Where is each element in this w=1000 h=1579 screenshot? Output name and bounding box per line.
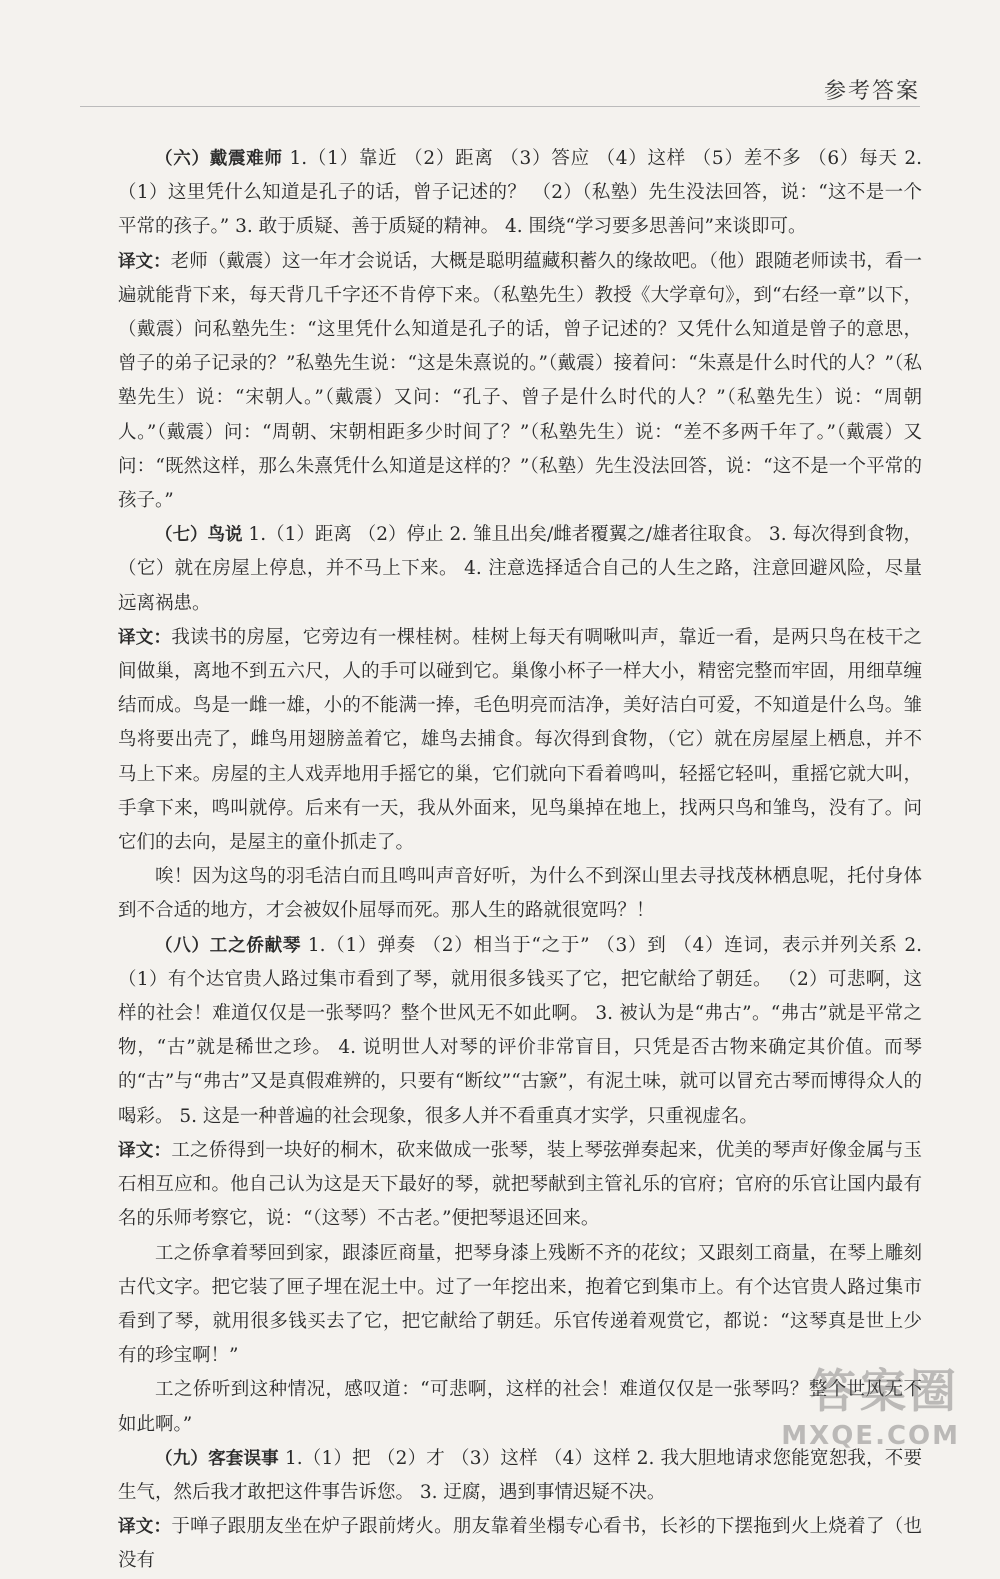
section-6-translation-label: 译文：	[118, 251, 171, 272]
section-8-translation-text: 工之侨得到一块好的桐木，砍来做成一张琴，装上琴弦弹奏起来，优美的琴声好像金属与玉石相互应和。他自己认为这是天下最好的琴，就把琴献到主管礼乐的官府；官府的乐官让国内最有名的乐师考察它，说：“（这琴）不古老。”便把琴退还回来。	[118, 1139, 922, 1230]
section-6-translation	[118, 245, 922, 519]
section-8-label: （八）工之侨献琴	[155, 935, 302, 956]
section-6-answer-text: 1.（1）靠近 （2）距离 （3）答应 （4）这样 （5）差不多 （6）每天 2.（1）这里凭什么知道是孔子的话，曾子记述的？ （2）（私塾）先生没法回答，说：“这不是一个平常的孩子。” 3. 敢于质疑、善于质疑的精神。 4. 围绕“学习要多思善问”来谈即可。	[118, 148, 922, 238]
section-9-translation	[118, 1510, 922, 1578]
section-8-answer-text: 1.（1）弹奏 （2）相当于“之于” （3）到 （4）连词，表示并列关系 2.（1）有个达官贵人路过集市看到了琴，就用很多钱买了它，把它献给了朝廷。 （2）可悲啊，这样的社会！难道仅仅是一张琴吗？整个世风无不如此啊。 3. 被认为是“弗古”。“弗古”就是平常之物，“古”就是稀世之珍。 4. 说明世人对琴的评价非常盲目，只凭是否古物来确定其价值。而琴的“古”与“弗古”又是真假难辨的，只要有“断纹”“古窾”，有泥土味，就可以冒充古琴而博得众人的喝彩。 5. 这是一种普遍的社会现象，很多人并不看重真才实学，只重视虚名。	[118, 934, 923, 1127]
section-9-label: （九）客套误事	[155, 1448, 279, 1469]
section-7-label: （七）鸟说	[155, 525, 243, 546]
section-8-answers	[118, 929, 922, 1134]
section-6-translation-text: 老师（戴震）这一年才会说话，大概是聪明蕴藏积蓄久的缘故吧。（他）跟随老师读书，看一遍就能背下来，每天背几千字还不肯停下来。（私塾先生）教授《大学章句》，到“右经一章”以下，（戴震）问私塾先生：“这里凭什么知道是孔子的话，曾子记述的？又凭什么知道是曾子的意思，曾子的弟子记录的？”私塾先生说：“这是朱熹说的。”（戴震）接着问：“朱熹是什么时代的人？”（私塾先生）说：“宋朝人。”（戴震）又问：“孔子、曾子是什么时代的人？”（私塾先生）说：“周朝人。”（戴震）问：“周朝、宋朝相距多少时间了？”（私塾先生）说：“差不多两千年了。”（戴震）又问：“既然这样，那么朱熹凭什么知道是这样的？”（私塾）先生没法回答，说：“这不是一个平常的孩子。”	[118, 250, 922, 512]
section-7-translation-para-2: 唉！因为这鸟的羽毛洁白而且鸣叫声音好听，为什么不到深山里去寻找茂林栖息呢，托付身体到不合适的地方，才会被奴仆屈辱而死。那人生的路就很宽吗？！	[118, 866, 922, 922]
section-9-translation-label: 译文：	[118, 1517, 172, 1538]
section-7-answers	[118, 518, 922, 621]
page-header: 参考答案	[823, 79, 920, 104]
section-8-translation-label: 译文：	[118, 1140, 172, 1161]
section-8-translation	[118, 1134, 922, 1237]
watermark-line-2: MXQE.COM	[781, 1421, 960, 1451]
watermark-line-1: 答案圈	[810, 1364, 960, 1418]
section-8-translation-para-2: 工之侨拿着琴回到家，跟漆匠商量，把琴身漆上残断不齐的花纹；又跟刻工商量，在琴上雕刻古代文字。把它装了匣子埋在泥土中。过了一年挖出来，抱着它到集市上。有个达官贵人路过集市看到了琴，就用很多钱买去了它，把它献给了朝廷。乐官传递着观赏它，都说：“这琴真是世上少有的珍宝啊！”	[118, 1242, 922, 1367]
section-7-translation	[118, 621, 922, 860]
section-9-translation-text: 于啴子跟朋友坐在炉子跟前烤火。朋友靠着坐榻专心看书，长衫的下摆拖到火上烧着了（也没有	[118, 1516, 922, 1572]
header-divider	[80, 106, 920, 107]
section-8-translation-para-3: 工之侨听到这种情况，感叹道：“可悲啊，这样的社会！难道仅仅是一张琴吗？整个世风无不如此啊。”	[118, 1379, 922, 1435]
section-9-answers	[118, 1442, 922, 1510]
section-7-translation-text: 我读书的房屋，它旁边有一棵桂树。桂树上每天有啁啾叫声，靠近一看，是两只鸟在枝干之间做巢，离地不到五六尺，人的手可以碰到它。巢像小杯子一样大小，精密完整而牢固，用细草缠结而成。鸟是一雌一雄，小的不能满一捧，毛色明亮而洁净，美好洁白可爱，不知道是什么鸟。雏鸟将要出壳了，雌鸟用翅膀盖着它，雄鸟去捕食。每次得到食物，（它）就在房屋屋上栖息，并不马上下来。房屋的主人戏弄地用手摇它的巢，它们就向下看着鸣叫，轻摇它轻叫，重摇它就大叫，手拿下来，鸣叫就停。后来有一天，我从外面来，见鸟巢掉在地上，找两只鸟和雏鸟，没有了。问它们的去向，是屋主的童仆抓走了。	[118, 626, 922, 854]
section-6-label: （六）戴震难师	[155, 149, 283, 169]
section-9-answer-text: 1.（1）把 （2）才 （3）这样 （4）这样 2. 我大胆地请求您能宽恕我，不要生气，然后我才敢把这件事告诉您。 3. 迂腐，遇到事情迟疑不决。	[118, 1447, 922, 1503]
section-6-answers	[118, 142, 922, 245]
watermark-logo	[781, 1355, 960, 1451]
section-7-answer-text: 1.（1）距离 （2）停止 2. 雏且出矣/雌者覆翼之/雄者往取食。 3. 每次得到食物，（它）就在房屋上停息，并不马上下来。 4. 注意选择适合自己的人生之路，注意回避风险，尽量远离祸患。	[118, 524, 922, 614]
section-7-translation-label: 译文：	[118, 627, 172, 648]
